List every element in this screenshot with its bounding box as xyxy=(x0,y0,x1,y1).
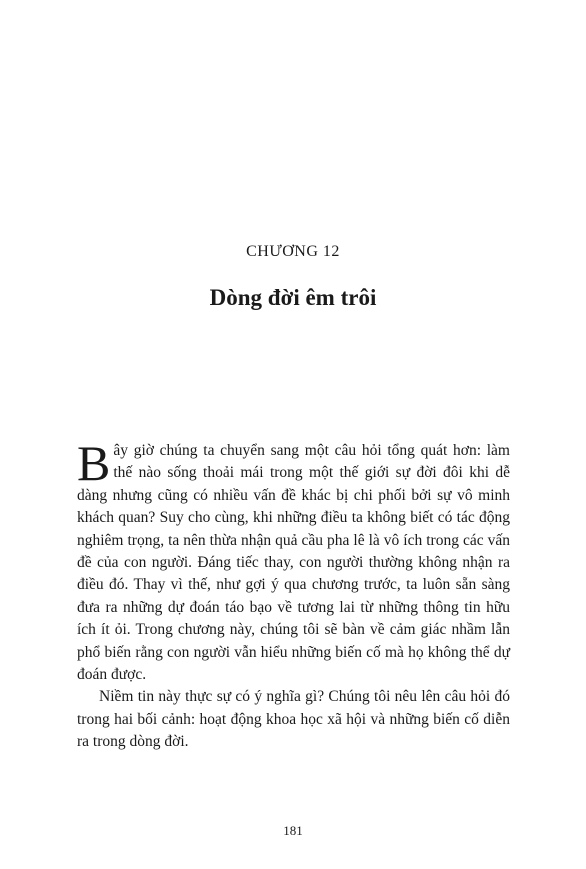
chapter-title: Dòng đời êm trôi xyxy=(209,285,377,310)
body-text xyxy=(77,435,510,754)
paragraph-1-text: ây giờ chúng ta chuyển sang một câu hỏi tổng quát hơn: làm thế nào sống thoải mái trong một thế giới sự đời đôi khi dễ dàng nhưng cũng có nhiều vấn đề khác bị chi phối bởi sự vô minh khách quan? Suy cho cùng, khi những điều ta không biết có tác động nghiêm trọng, ta nên thừa nhận quả cầu pha lê là vô ích trong các vấn đề của con người. Đáng tiếc thay, con người thường không nhận ra điều đó. Thay vì thế, như gợi ý qua chương trước, ta luôn sẵn sàng đưa ra những dự đoán táo bạo về tương lai từ những thông tin hữu ích ít ỏi. Trong chương này, chúng tôi sẽ bàn về cảm giác nhầm lẫn phổ biến rằng con người vẫn hiểu những biến cố mà họ không thể dự đoán được. xyxy=(77,442,510,684)
chapter-label: CHƯƠNG 12 xyxy=(246,243,340,260)
drop-cap: B xyxy=(77,435,111,491)
paragraph-2: Niềm tin này thực sự có ý nghĩa gì? Chúng tôi nêu lên câu hỏi đó trong hai bối cảnh: hoạt động khoa học xã hội và những biến cố diễn ra trong dòng đời. xyxy=(77,688,510,751)
paragraph-1 xyxy=(77,435,510,686)
page-number: 181 xyxy=(283,823,303,838)
